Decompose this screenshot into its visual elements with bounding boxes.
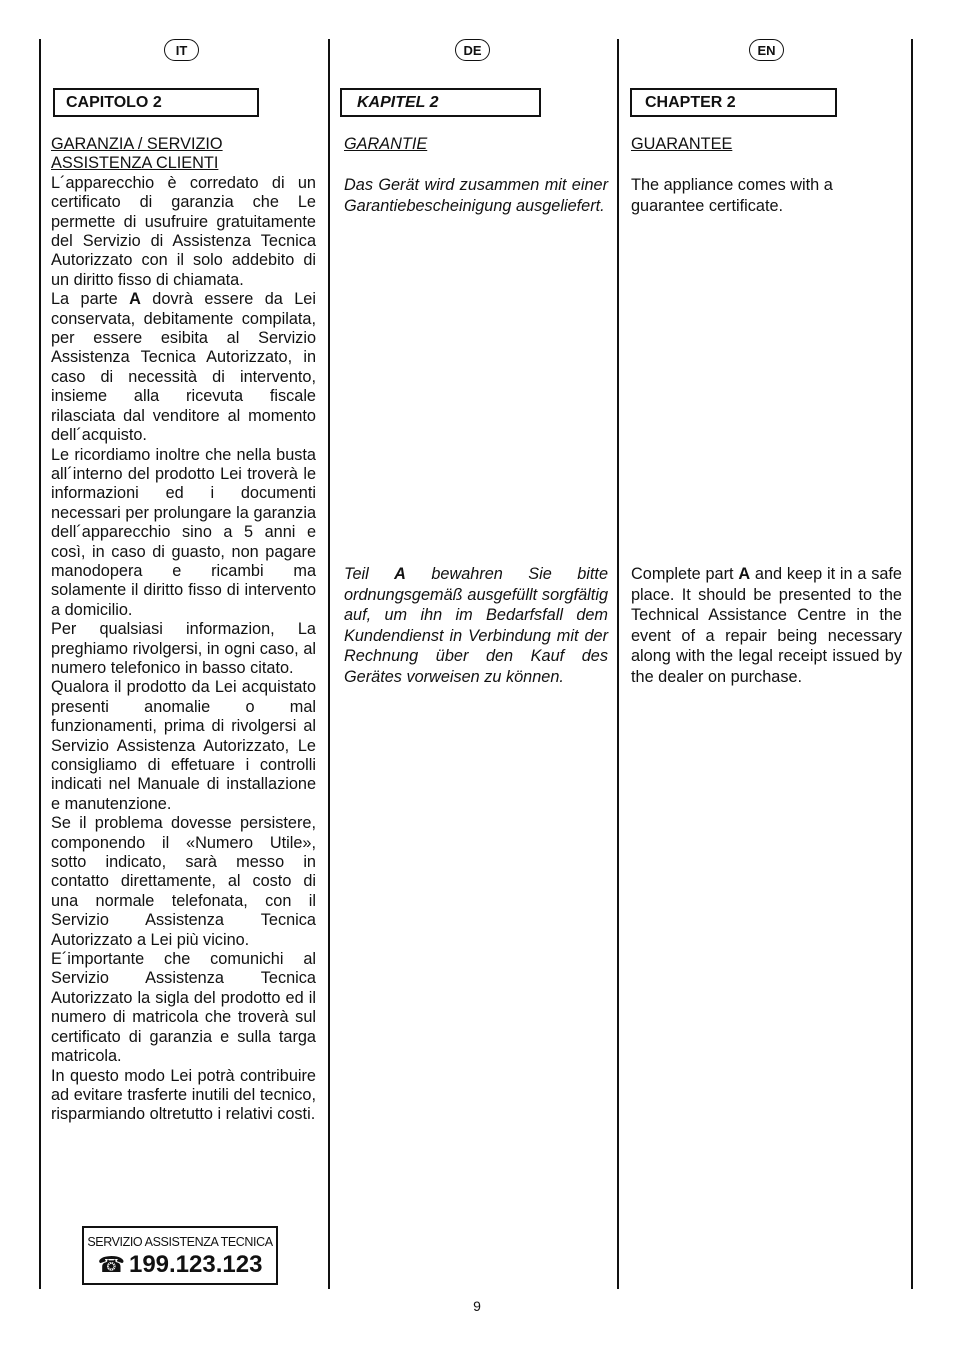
column-divider-it-de (328, 39, 330, 1289)
part-a-label-it: A (129, 290, 141, 309)
column-divider-left (39, 39, 41, 1289)
paragraph-it-6: Se il problema dovesse persistere, componendo il «Numero Utile», sotto indicato, sarà messo in contatto direttamente, al costo di una normale telefonata, con il Servizio Assistenza Tecnica Autorizzato a Lei più vicino. (51, 814, 316, 949)
section-heading-it-line2: ASSISTENZA CLIENTI (51, 154, 219, 173)
paragraph-it-8: In questo modo Lei potrà contribuire ad evitare trasferte inutili del tecnico, risparmiando oltretutto i relativi costi. (51, 1066, 316, 1124)
paragraph-de-1: Das Gerät wird zusammen mit einer Garantiebescheinigung ausgeliefert. (344, 176, 608, 215)
column-en-bottom (631, 564, 902, 687)
part-a-label-en: A (738, 565, 751, 583)
paragraph-it-5: Qualora il prodotto da Lei acquistato presenti anomalie o mal funzionamenti, prima di rivolgersi al Servizio Assistenza Autorizzato, Le consigliamo di effetuare i controlli indicati nel Manuale di installazione e manutenzione. (51, 678, 316, 813)
paragraph-it-2: La parte A dovrà essere da Lei conservata, debitamente compilata, per essere esibita al Servizio Assistenza Tecnica Autorizzato, in caso di necessità di intervento, insieme alla ricevuta fiscale rilasciata dal venditore al momento dell´acquisto. (51, 290, 316, 445)
column-divider-de-en (617, 39, 619, 1289)
column-de-top (344, 134, 608, 216)
column-en-top (631, 134, 902, 216)
service-label: SERVIZIO ASSISTENZA TECNICA (87, 1235, 273, 1249)
telephone-icon: ☎ (97, 1252, 125, 1277)
lang-badge-de: DE (455, 39, 490, 61)
section-heading-de: GARANTIE (344, 135, 428, 153)
paragraph-it-4: Per qualsiasi informazion, La preghiamo rivolgersi, in ogni caso, al numero telefonico in basso citato. (51, 620, 316, 677)
chapter-title-de: KAPITEL 2 (340, 88, 541, 117)
page-number: 9 (473, 1298, 481, 1314)
paragraph-en-1: The appliance comes with a guarantee certificate. (631, 176, 833, 215)
service-phone-number[interactable]: ☎ 199.123.123 (97, 1251, 263, 1278)
lang-badge-it: IT (164, 39, 199, 61)
column-de-bottom (344, 564, 608, 687)
paragraph-en-2: Complete part A and keep it in a safe place. It should be presented to the Technical Assistance Centre in the event of a repair being necessary along with the legal receipt issued by the dealer on purchase. (631, 565, 902, 686)
section-heading-en: GUARANTEE (631, 135, 733, 153)
service-assistance-box (82, 1226, 278, 1285)
part-a-label-de: A (394, 565, 406, 583)
paragraph-it-7: E´importante che comunichi al Servizio Assistenza Tecnica Autorizzato la sigla del prodotto ed il numero di matricola che troverà sul certificato di garanzia e sulla targa matricola. (51, 950, 316, 1066)
chapter-title-en: CHAPTER 2 (630, 88, 837, 117)
paragraph-it-1: L´apparecchio è corredato di un certificato di garanzia che Le permette di usufruire gratuitamente del Servizio di Assistenza Tecnica Autorizzato con il solo addebito di un diritto fisso di chiamata. (51, 173, 316, 289)
paragraph-de-2: Teil A bewahren Sie bitte ordnungsgemäß ausgefüllt sorgfältig auf, um ihn im Bedarfsfall dem Kundendienst in Verbindung mit der Rechnung über den Kauf des Gerätes vorweisen zu können. (344, 565, 609, 686)
column-divider-right (911, 39, 913, 1289)
paragraph-it-3: Le ricordiamo inoltre che nella busta all´interno del prodotto Lei troverà le informazioni ed i documenti necessari per prolungare la garanzia dell´apparecchio sino a 5 anni e così, in caso di guasto, non pagare manodopera e ricambi ma solamente il diritto fisso di intervento a domicilio. (51, 445, 316, 619)
column-it (51, 135, 316, 1125)
lang-badge-en: EN (749, 39, 784, 61)
chapter-title-it: CAPITOLO 2 (53, 88, 259, 117)
section-heading-it-line1: GARANZIA / SERVIZIO (51, 135, 223, 153)
